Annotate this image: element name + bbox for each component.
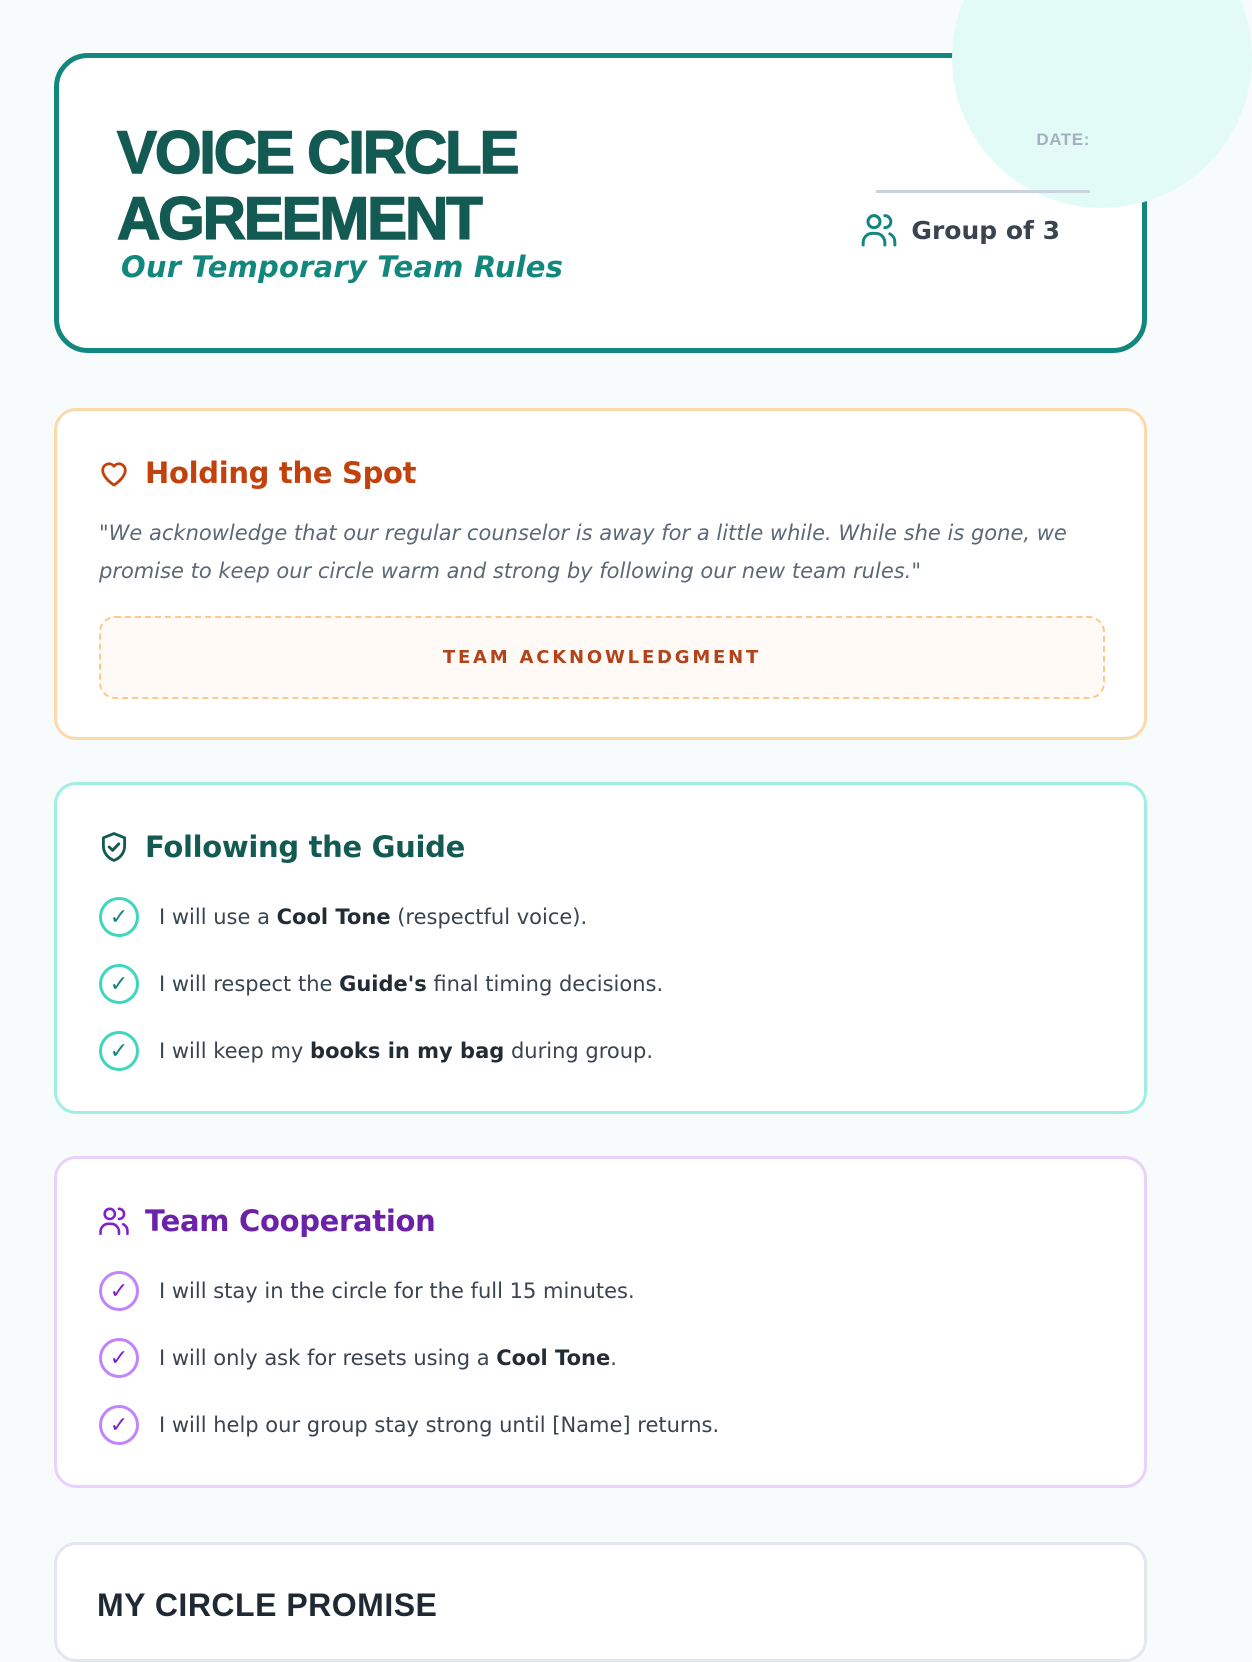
rule-text: I will only ask for resets using a Cool Tone. bbox=[159, 1346, 617, 1370]
group-info bbox=[859, 210, 1060, 250]
rule-text: I will use a Cool Tone (respectful voice). bbox=[159, 905, 588, 929]
users-icon bbox=[859, 210, 899, 250]
header-card bbox=[54, 53, 1147, 353]
check-circle-icon[interactable]: ✓ bbox=[99, 964, 139, 1004]
rule-text: I will help our group stay strong until [Name] returns. bbox=[159, 1413, 720, 1437]
date-label: DATE: bbox=[1036, 130, 1090, 149]
following-guide-heading bbox=[97, 830, 465, 864]
check-circle-icon[interactable]: ✓ bbox=[99, 1338, 139, 1378]
list-item bbox=[99, 1271, 719, 1311]
team-cooperation-title: Team Cooperation bbox=[145, 1204, 436, 1238]
rule-text: I will respect the Guide's final timing decisions. bbox=[159, 972, 664, 996]
rule-text: I will stay in the circle for the full 15 minutes. bbox=[159, 1279, 635, 1303]
list-item bbox=[99, 964, 663, 1004]
title-line-1: VOICE CIRCLE bbox=[117, 119, 518, 186]
page-title bbox=[117, 120, 517, 252]
guide-rule-list bbox=[99, 897, 663, 1098]
list-item bbox=[99, 897, 663, 937]
heart-icon bbox=[97, 456, 131, 490]
rule-text: I will keep my books in my bag during group. bbox=[159, 1039, 654, 1063]
list-item bbox=[99, 1338, 719, 1378]
date-field-line[interactable] bbox=[876, 190, 1090, 193]
page-subtitle: Our Temporary Team Rules bbox=[121, 250, 564, 284]
team-cooperation-heading bbox=[97, 1204, 435, 1238]
check-circle-icon[interactable]: ✓ bbox=[99, 897, 139, 937]
acknowledgment-quote: "We acknowledge that our regular counselor is away for a little while. While she is gone, we promise to keep our circle warm and strong by following our new team rules." bbox=[99, 521, 1067, 583]
list-item bbox=[99, 1031, 663, 1071]
check-circle-icon[interactable]: ✓ bbox=[99, 1405, 139, 1445]
cooperation-rule-list bbox=[99, 1271, 719, 1472]
team-acknowledgment-box[interactable]: TEAM ACKNOWLEDGMENT bbox=[99, 616, 1105, 699]
circle-promise-title: MY CIRCLE PROMISE bbox=[97, 1587, 438, 1623]
shield-check-icon bbox=[97, 830, 131, 864]
corner-decoration bbox=[952, 0, 1252, 208]
title-line-2: AGREEMENT bbox=[117, 185, 481, 252]
following-guide-card bbox=[54, 782, 1147, 1114]
holding-spot-card bbox=[54, 408, 1147, 740]
group-size-label: Group of 3 bbox=[911, 215, 1060, 245]
list-item bbox=[99, 1405, 719, 1445]
following-guide-title: Following the Guide bbox=[145, 830, 465, 864]
check-circle-icon[interactable]: ✓ bbox=[99, 1031, 139, 1071]
team-cooperation-card bbox=[54, 1156, 1147, 1488]
check-circle-icon[interactable]: ✓ bbox=[99, 1271, 139, 1311]
holding-spot-title: Holding the Spot bbox=[145, 456, 417, 490]
users-icon bbox=[97, 1204, 131, 1238]
circle-promise-card bbox=[54, 1542, 1147, 1662]
holding-spot-heading bbox=[97, 456, 416, 490]
